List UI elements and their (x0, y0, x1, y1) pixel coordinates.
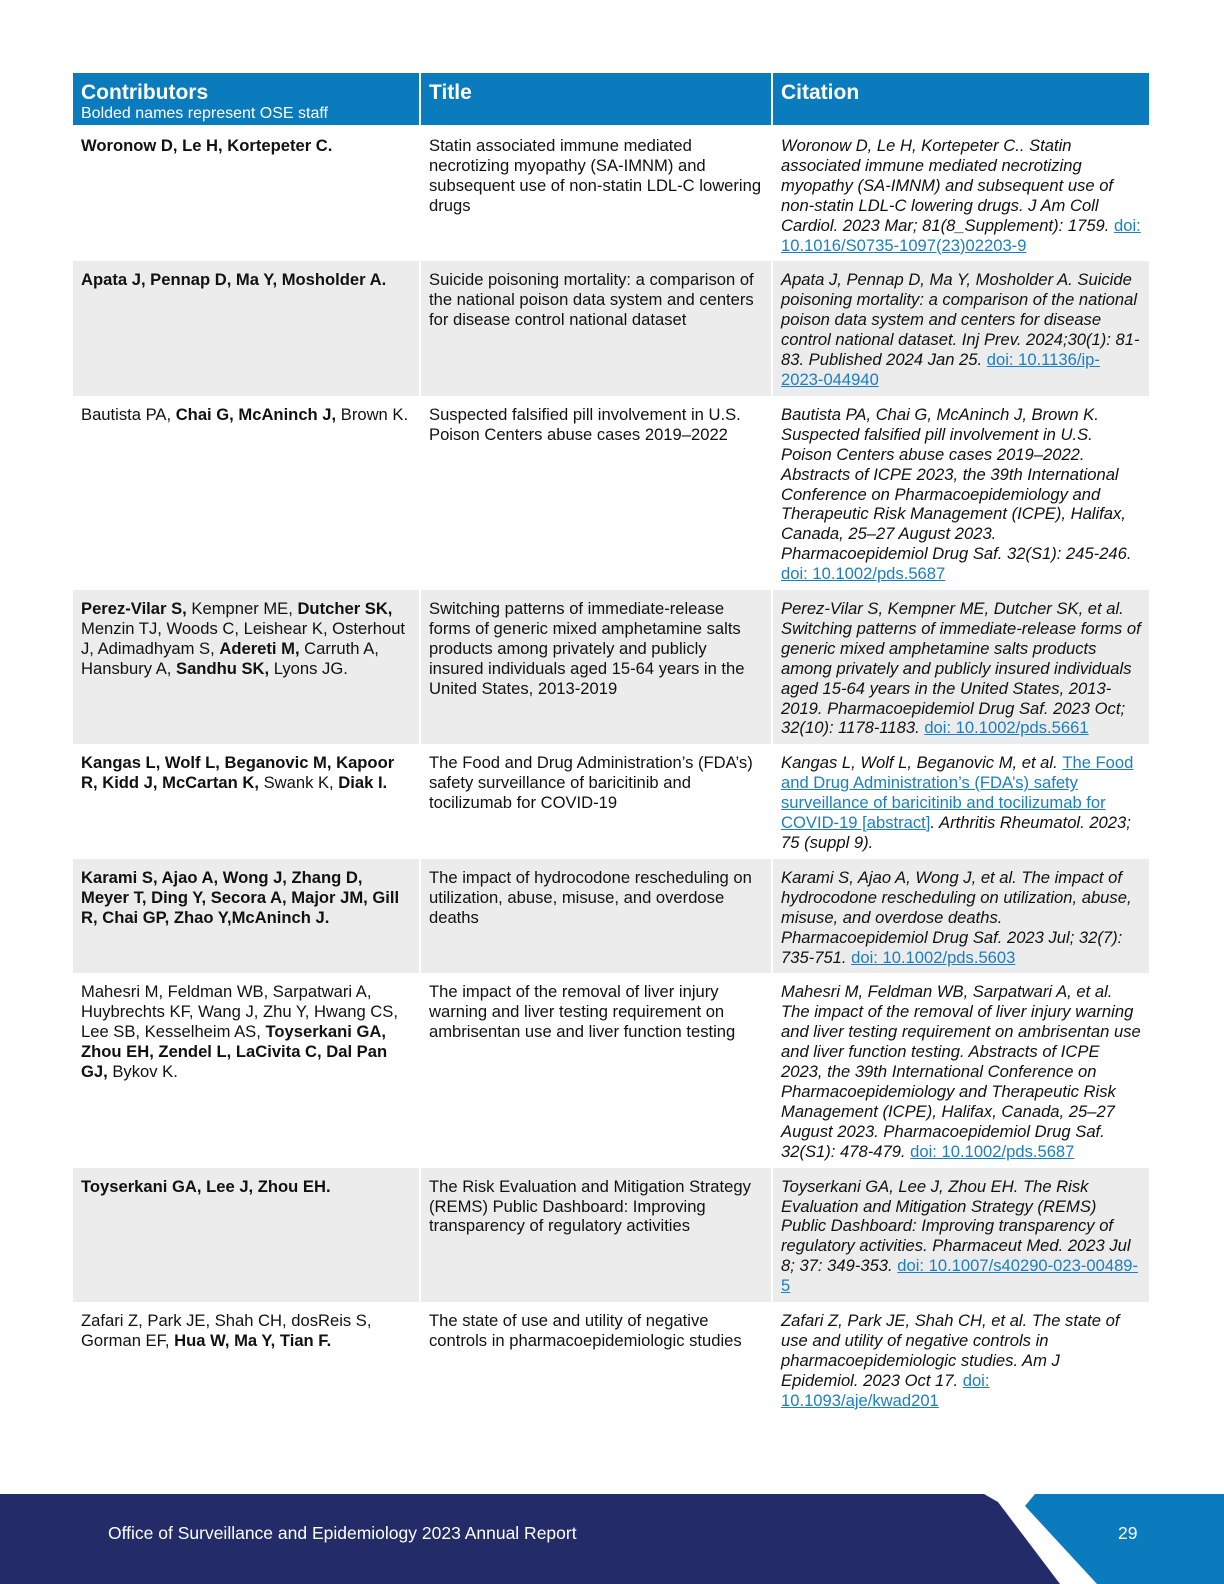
page-number: 29 (1118, 1523, 1138, 1543)
citation-text: Perez-Vilar S, Kempner ME, Dutcher SK, et al. Switching patterns of immediate-release forms of generic mixed amphetamine salts products among privately and publicly insured individuals aged 15-64 years in the United States, 2013-2019. Pharmacoepidemiol Drug Saf. 2023 Oct; 32(10): 1178-1183. (781, 599, 1141, 738)
table-row (73, 744, 1149, 859)
citation-text: Karami S, Ajao A, Wong J, et al. The impact of hydrocodone rescheduling on utilization, abuse, misuse, and overdose deaths. Pharmacoepidemiol Drug Saf. 2023 Jul; 32(7): 735-751. (781, 867, 1132, 967)
ose-staff-names: Toyserkani GA, Zhou EH, Zendel L, LaCivita C, Dal Pan GJ, (81, 1022, 388, 1082)
citation-cell (773, 1302, 1149, 1417)
title-cell: Statin associated immune mediated necrotizing myopathy (SA-IMNM) and subsequent use of non-statin LDL-C lowering drugs (421, 127, 773, 261)
citation-doi-link[interactable]: doi: 10.1007/s40290-023-00489-5 (781, 1256, 1139, 1296)
citation-text-after: . Arthritis Rheumatol. 2023; 75 (suppl 9). (781, 813, 1131, 852)
ose-staff-names: Perez-Vilar S, (81, 599, 187, 619)
ose-staff-names: Sandhu SK, (176, 658, 270, 678)
citation-doi-link[interactable]: doi: 10.1016/S0735-1097(23)02203-9 (781, 215, 1141, 255)
contributor-names: Zafari Z, Park JE, Shah CH, dosReis S, Gorman EF, (81, 1311, 372, 1350)
contributors-cell (73, 744, 421, 859)
contributors-cell (73, 1302, 421, 1417)
citation-doi-link[interactable]: doi: 10.1002/pds.5687 (910, 1141, 1075, 1161)
title-cell: The impact of hydrocodone rescheduling on utilization, abuse, misuse, and overdose deaths (421, 859, 773, 974)
table-row (73, 396, 1149, 590)
contributor-names: Brown K. (336, 404, 409, 424)
contributors-cell (73, 973, 421, 1167)
contributors-cell (73, 590, 421, 744)
title-cell: Suspected falsified pill involvement in U.S. Poison Centers abuse cases 2019–2022 (421, 396, 773, 590)
title-cell: The impact of the removal of liver injury warning and liver testing requirement on ambrisentan use and liver function testing (421, 973, 773, 1167)
header-citation-label: Citation (781, 81, 860, 104)
table-row (73, 127, 1149, 261)
table-row (73, 1168, 1149, 1302)
contributor-names: Menzin TJ, Woods C, Leishear K, Osterhout J, Adimadhyam S, (81, 618, 406, 658)
ose-staff-names: Chai G, McAninch J, (175, 404, 337, 424)
citation-text: Apata J, Pennap D, Ma Y, Mosholder A. Suicide poisoning mortality: a comparison of the national poison data system and centers for disease control national dataset. Inj Prev. 2024;30(1): 81-83. Published 2024 Jan 25. (781, 270, 1140, 370)
ose-staff-names: Woronow D, Le H, Kortepeter C. (81, 136, 333, 155)
table-row (73, 973, 1149, 1167)
ose-staff-names: Apata J, Pennap D, Ma Y, Mosholder A. (81, 270, 387, 290)
contributor-names: Bykov K. (107, 1062, 178, 1082)
citation-cell (773, 973, 1149, 1167)
header-contributors (73, 73, 421, 127)
citation-doi-link[interactable]: doi: 10.1002/pds.5661 (924, 718, 1089, 738)
contributors-cell (73, 396, 421, 590)
citation-doi-link[interactable]: doi: 10.1002/pds.5687 (781, 564, 946, 584)
citation-doi-link[interactable]: doi: 10.1002/pds.5603 (851, 947, 1016, 967)
ose-staff-names: Toyserkani GA, Lee J, Zhou EH. (81, 1176, 331, 1196)
citation-cell (773, 859, 1149, 974)
contributor-names: Mahesri M, Feldman WB, Sarpatwari A, Huybrechts KF, Wang J, Zhu Y, Hwang CS, Lee SB, Kesselheim AS, (81, 982, 398, 1042)
ose-staff-names: Karami S, Ajao A, Wong J, Zhang D, Meyer T, Ding Y, Secora A, Major JM, Gill R, Chai GP, Zhao Y,McAninch J. (81, 867, 400, 927)
table-row (73, 1302, 1149, 1417)
contributors-cell (73, 261, 421, 395)
citation-text: Kangas L, Wolf L, Beganovic M, et al. (781, 753, 1063, 773)
contributor-names: Lyons JG. (269, 658, 348, 678)
publications-table-container (73, 73, 1149, 1417)
citation-doi-link[interactable]: The Food and Drug Administration’s (FDA’s) safety surveillance of baricitinib and tocilizumab for COVID-19 [abstract] (781, 753, 1134, 833)
page-footer (0, 1494, 1224, 1584)
citation-doi-link[interactable]: doi: 10.1136/ip-2023-044940 (781, 350, 1100, 389)
header-contributors-label: Contributors (81, 81, 209, 104)
table-header-row (73, 73, 1149, 127)
header-title (421, 73, 773, 127)
title-cell: The Risk Evaluation and Mitigation Strategy (REMS) Public Dashboard: Improving transparency of regulatory activities (421, 1168, 773, 1302)
citation-text: Toyserkani GA, Lee J, Zhou EH. The Risk Evaluation and Mitigation Strategy (REMS) Public Dashboard: Improving transparency of regulatory activities. Pharmaceut Med. 2023 Jul 8; 37: 349-353. (781, 1176, 1131, 1276)
table-body (73, 127, 1149, 1417)
contributors-cell (73, 1168, 421, 1302)
title-cell: Switching patterns of immediate-release forms of generic mixed amphetamine salts products among privately and publicly insured individuals aged 15-64 years in the United States, 2013-2019 (421, 590, 773, 744)
title-cell: The Food and Drug Administration’s (FDA’s) safety surveillance of baricitinib and tocilizumab for COVID-19 (421, 744, 773, 859)
title-cell: Suicide poisoning mortality: a comparison of the national poison data system and centers for disease control national dataset (421, 261, 773, 395)
contributor-names: Carruth A, Hansbury A, (81, 638, 379, 678)
citation-text: Mahesri M, Feldman WB, Sarpatwari A, et al. The impact of the removal of liver injury warning and liver testing requirement on ambrisentan use and liver function testing. Abstracts of ICPE 2023, the 39th International Conference on Pharmacoepidemiology and Therapeutic Risk Management (ICPE), Halifax, Canada, 25–27 August 2023. Pharmacoepidemiol Drug Saf. 32(S1): 478-479. (781, 982, 1141, 1161)
citation-doi-link[interactable]: doi: 10.1093/aje/kwad201 (781, 1370, 990, 1410)
ose-staff-names: Adereti M, (219, 638, 300, 658)
citation-text: Zafari Z, Park JE, Shah CH, et al. The state of use and utility of negative controls in pharmacoepidemiologic studies. Am J Epidemiol. 2023 Oct 17. (781, 1311, 1120, 1390)
ose-staff-names: Hua W, Ma Y, Tian F. (174, 1330, 332, 1350)
citation-cell (773, 127, 1149, 261)
header-contributors-note: Bolded names represent OSE staff (81, 105, 328, 122)
ose-staff-names: Dutcher SK, (297, 599, 393, 619)
contributors-cell (73, 127, 421, 261)
title-cell: The state of use and utility of negative controls in pharmacoepidemiologic studies (421, 1302, 773, 1417)
footer-report-title: Office of Surveillance and Epidemiology 2023 Annual Report (108, 1523, 577, 1543)
table-row (73, 261, 1149, 395)
citation-text: Woronow D, Le H, Kortepeter C.. Statin associated immune mediated necrotizing myopathy (SA-IMNM) and subsequent use of non-statin LDL-C lowering drugs. J Am Coll Cardiol. 2023 Mar; 81(8_Supplement): 1759. (781, 136, 1114, 235)
table-row (73, 859, 1149, 974)
contributor-names: Bautista PA, (81, 404, 176, 424)
contributor-names: Kempner ME, (186, 599, 298, 619)
ose-staff-names: Diak I. (338, 773, 388, 793)
table-row (73, 590, 1149, 744)
ose-staff-names: Kangas L, Wolf L, Beganovic M, Kapoor R, Kidd J, McCartan K, (81, 753, 395, 793)
contributor-names: Swank K, (258, 773, 339, 793)
citation-text: Bautista PA, Chai G, McAninch J, Brown K. Suspected falsified pill involvement in U.S. Poison Centers abuse cases 2019–2022. Abstracts of ICPE 2023, the 39th International Conference on Pharmacoepidemiology and Therapeutic Risk Management (ICPE), Halifax, Canada, 25–27 August 2023. Pharmacoepidemiol Drug Saf. 32(S1): 245-246. (781, 404, 1132, 564)
citation-cell (773, 744, 1149, 859)
contributors-cell (73, 859, 421, 974)
publications-table (73, 73, 1149, 1417)
citation-cell (773, 396, 1149, 590)
citation-cell (773, 1168, 1149, 1302)
citation-cell (773, 261, 1149, 395)
header-title-label: Title (429, 81, 472, 104)
header-citation (773, 73, 1149, 127)
citation-cell (773, 590, 1149, 744)
